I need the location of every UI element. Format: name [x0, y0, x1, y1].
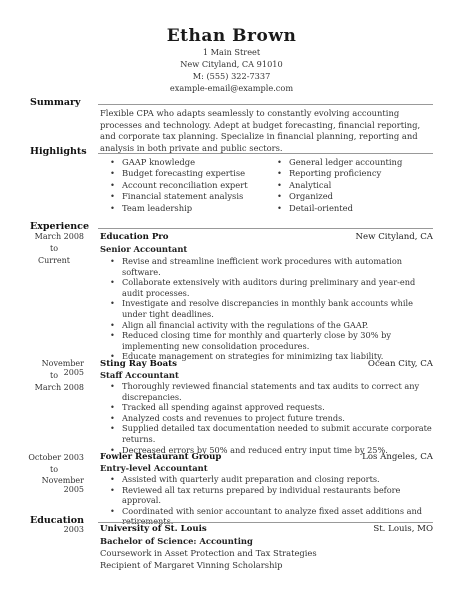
education-location: St. Louis, MO	[373, 524, 433, 534]
highlight-item: • Detail-oriented	[277, 203, 402, 214]
job-date-end: November 2005	[41, 476, 84, 494]
job-company: Education Pro	[100, 232, 169, 242]
highlight-item: • Financial statement analysis	[110, 191, 248, 202]
job-bullet: • Analyzed costs and revenues to project future trends.	[110, 413, 435, 424]
address-street: 1 Main Street	[202, 47, 261, 57]
highlight-item: • Analytical	[277, 180, 402, 191]
job-bullet: • Assisted with quarterly audit preparation and closing reports.	[110, 474, 435, 485]
address-city: New Cityland, CA 91010	[180, 59, 283, 69]
highlights-divider	[98, 153, 433, 154]
job-date-to: to	[49, 371, 59, 380]
job-bullet: • Decreased errors by 50% and reduced entry input time by 25%.	[110, 445, 435, 456]
job-date-start: October 2003	[28, 453, 84, 462]
job-title: Staff Accountant	[100, 370, 179, 380]
highlight-item: • GAAP knowledge	[110, 157, 248, 168]
highlight-item: • Team leadership	[110, 203, 248, 214]
job-date-to: to	[49, 465, 59, 474]
highlights-left-list	[110, 157, 248, 214]
summary-heading: Summary	[30, 97, 81, 108]
highlight-item: • Account reconciliation expert	[110, 180, 248, 191]
education-divider	[98, 522, 433, 523]
job-bullet: • Align all financial activity with the regulations of the GAAP.	[110, 320, 435, 331]
highlight-item: • Organized	[277, 191, 402, 202]
job-bullet: • Supplied detailed tax documentation needed to submit accurate corporate returns.	[110, 423, 435, 444]
education-school: University of St. Louis	[100, 524, 207, 534]
education-scholarship: Recipient of Margaret Vinning Scholarship	[100, 560, 283, 570]
job-bullet: • Coordinated with senior accountant to analyze fixed asset additions and retirements.	[110, 506, 435, 527]
highlight-item: • Budget forecasting expertise	[110, 168, 248, 179]
education-degree: Bachelor of Science: Accounting	[100, 536, 253, 546]
job-bullets	[110, 256, 435, 362]
experience-heading: Experience	[30, 221, 89, 232]
job-bullet: • Collaborate extensively with auditors during preliminary and year-end audit processes.	[110, 277, 435, 298]
job-date-end: March 2008	[34, 383, 84, 392]
job-bullet: • Thoroughly reviewed financial statements and tax audits to correct any discrepancies.	[110, 381, 435, 402]
job-location: Ocean City, CA	[367, 359, 433, 369]
job-bullet: • Revise and streamline inefficient work procedures with automation software.	[110, 256, 435, 277]
job-location: Los Angeles, CA	[362, 452, 433, 462]
job-bullets	[110, 474, 435, 527]
job-bullet: • Educate management on strategies for minimizing tax liability.	[110, 351, 435, 362]
job-company: Sting Ray Boats	[100, 359, 177, 369]
job-bullet: • Tracked all spending against approved requests.	[110, 402, 435, 413]
education-heading: Education	[30, 515, 84, 526]
job-bullet: • Reviewed all tax returns prepared by individual restaurants before approval.	[110, 485, 435, 506]
education-coursework: Coursework in Asset Protection and Tax Strategies	[100, 548, 317, 558]
job-date-end: Current	[37, 256, 71, 265]
job-date-start: March 2008	[34, 232, 84, 241]
summary-divider	[98, 104, 433, 105]
job-bullet: • Investigate and resolve discrepancies in monthly bank accounts while under tight deadlines.	[110, 298, 435, 319]
job-bullet: • Reduced closing time for monthly and quarterly close by 30% by implementing new consolidation procedures.	[110, 330, 435, 351]
highlight-item: • Reporting proficiency	[277, 168, 402, 179]
job-date-to: to	[49, 244, 59, 253]
job-location: New Cityland, CA	[355, 232, 433, 242]
highlight-item: • General ledger accounting	[277, 157, 402, 168]
job-date-start: November 2005	[41, 359, 84, 377]
job-title: Entry-level Accountant	[100, 463, 208, 473]
email-address: example-email@example.com	[169, 83, 294, 93]
job-company: Fowler Restaurant Group	[100, 452, 222, 462]
education-year: 2003	[63, 525, 84, 534]
highlights-heading: Highlights	[30, 146, 87, 157]
highlights-right-list	[277, 157, 402, 214]
job-bullets	[110, 381, 435, 455]
experience-divider	[98, 228, 433, 229]
job-title: Senior Accountant	[100, 244, 188, 254]
summary-text: Flexible CPA who adapts seamlessly to constantly evolving accounting processes and technology. Adept at budget forecasting, financial reporting, and corporate tax planning. Specialize in financial planning, reporting and analysis in both private and public sectors.	[100, 108, 421, 153]
candidate-name: Ethan Brown	[166, 26, 297, 46]
phone-number: M: (555) 322-7337	[192, 71, 271, 81]
